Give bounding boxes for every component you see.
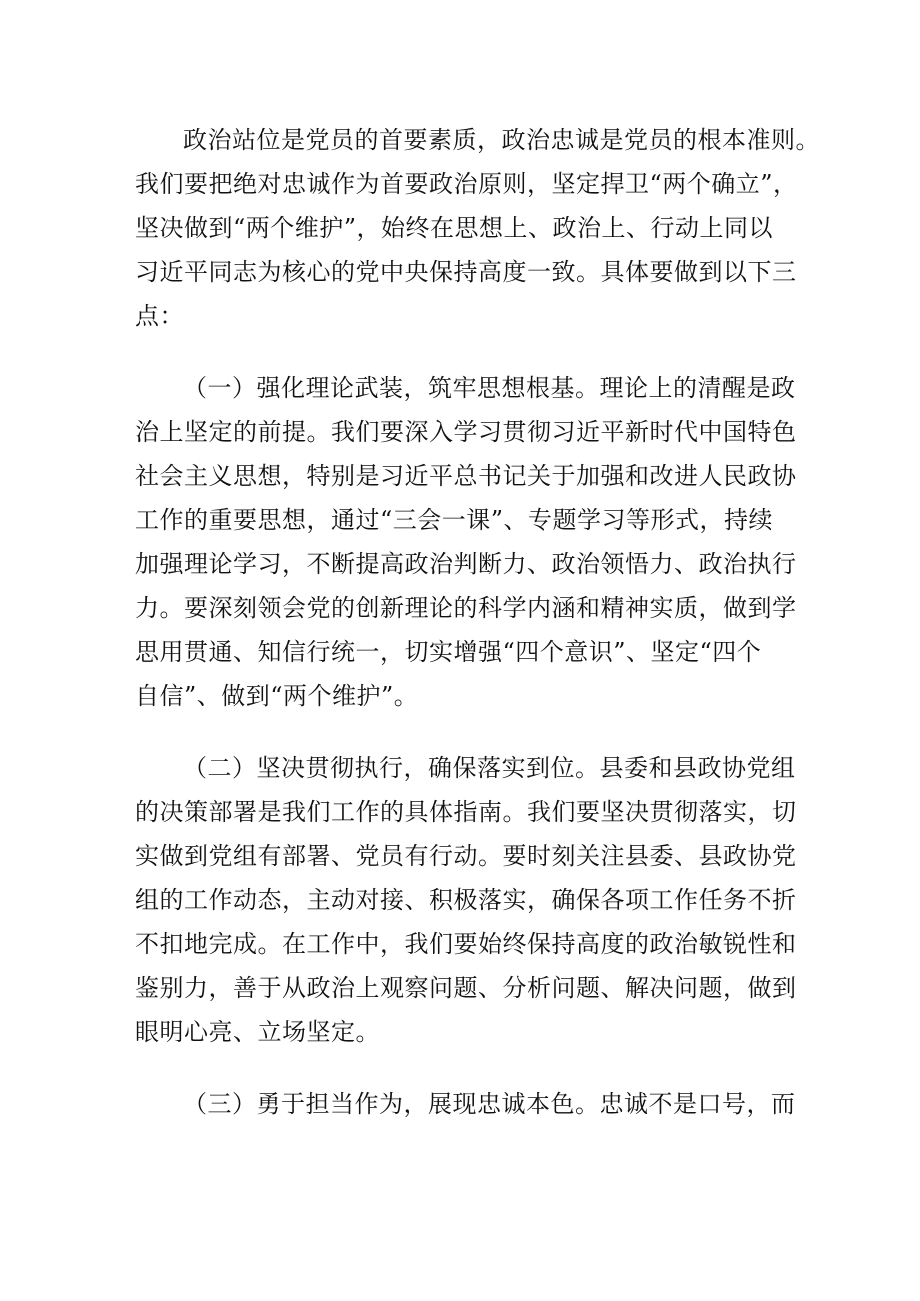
text-line: 我们要把绝对忠诚作为首要政治原则，坚定捍卫“两个确立”，	[135, 170, 798, 198]
text-line: 鉴别力，善于从政治上观察问题、分析问题、解决问题，做到	[135, 974, 797, 1002]
text-line: 思用贯通、知信行统一，切实增强“四个意识”、坚定“四个	[135, 638, 762, 666]
text-line: （三）勇于担当作为，展现忠诚本色。忠诚不是口号，而	[183, 1090, 796, 1118]
text-line: 自信”、做到“两个维护”。	[135, 682, 419, 710]
text-line: 社会主义思想，特别是习近平总书记关于加强和改进人民政协	[135, 462, 797, 490]
document-page	[135, 118, 820, 1126]
text-line: 实做到党组有部署、党员有行动。要时刻关注县委、县政协党	[135, 842, 797, 870]
paragraph-spacer	[135, 338, 785, 366]
text-line: 习近平同志为核心的党中央保持高度一致。具体要做到以下三	[135, 258, 797, 286]
text-line: 点：	[135, 302, 184, 330]
text-line: （一）强化理论武装，筑牢思想根基。理论上的清醒是政	[183, 374, 796, 402]
paragraph-point-1	[135, 366, 797, 718]
text-line: 的决策部署是我们工作的具体指南。我们要坚决贯彻落实，切	[135, 798, 797, 826]
text-line: 组的工作动态，主动对接、积极落实，确保各项工作任务不折	[135, 886, 797, 914]
text-line: 治上坚定的前提。我们要深入学习贯彻习近平新时代中国特色	[135, 418, 797, 446]
text-line: （二）坚决贯彻执行，确保落实到位。县委和县政协党组	[183, 754, 796, 782]
text-line: 坚决做到“两个维护”，始终在思想上、政治上、行动上同以	[135, 214, 774, 242]
text-line: 加强理论学习，不断提高政治判断力、政治领悟力、政治执行	[135, 550, 797, 578]
text-line: 力。要深刻领会党的创新理论的科学内涵和精神实质，做到学	[135, 594, 797, 622]
text-line: 不扣地完成。在工作中，我们要始终保持高度的政治敏锐性和	[135, 930, 797, 958]
paragraph-spacer	[135, 1054, 785, 1082]
paragraph-point-2	[135, 746, 797, 1054]
text-line: 政治站位是党员的首要素质，政治忠诚是党员的根本准则。	[183, 126, 820, 154]
paragraph-point-3	[135, 1082, 796, 1126]
text-line: 工作的重要思想，通过“三会一课”、专题学习等形式，持续	[135, 506, 774, 534]
paragraph-intro	[135, 118, 820, 338]
text-line: 眼明心亮、立场坚定。	[135, 1018, 380, 1046]
paragraph-spacer	[135, 718, 785, 746]
